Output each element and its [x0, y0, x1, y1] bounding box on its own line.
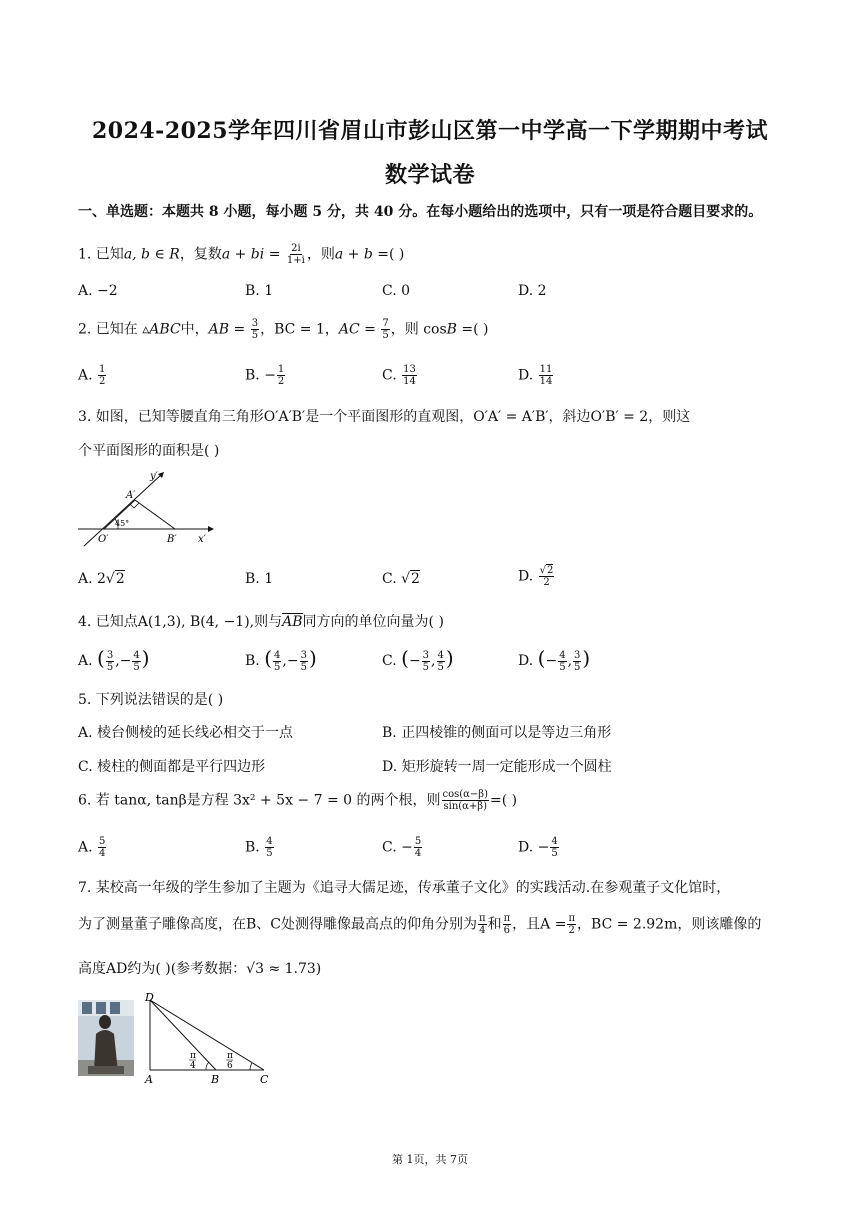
q4-option-a[interactable]: A. ( $\frac{3}{5}$ ,− $\frac{4}{5}$ ) [78, 646, 150, 673]
fig7-c-label: C [260, 1073, 269, 1086]
q6-option-b[interactable]: B. $\frac{4}{5}$ [245, 836, 273, 859]
fig7-angle-b-num: π [190, 1051, 196, 1061]
statue-photo [78, 1000, 134, 1076]
fig7-d-label: D [145, 991, 154, 1004]
q5-option-d[interactable]: D. 矩形旋转一周一定能形成一个圆柱 [382, 759, 612, 775]
q6-option-c[interactable]: C. − $\frac{5}{4}$ [382, 836, 422, 859]
q2-option-d[interactable]: D. $\frac{11}{14}$ [518, 364, 553, 387]
q4-option-d[interactable]: D. (− $\frac{4}{5}$ , $\frac{3}{5}$ ) [518, 646, 591, 673]
q2-option-b[interactable]: B. − $\frac{1}{2}$ [245, 364, 285, 387]
fig3-o-label: O′ [98, 534, 109, 545]
fig3-x-label: x′ [198, 534, 206, 545]
fig7-angle-c-den: 6 [227, 1061, 233, 1071]
fig7-angle-c-num: π [227, 1051, 233, 1061]
q6-option-d[interactable]: D. − $\frac{4}{5}$ [518, 836, 558, 859]
q4-option-c[interactable]: C. (− $\frac{3}{5}$ , $\frac{4}{5}$ ) [382, 646, 454, 673]
q1-option-b[interactable]: B. 1 [245, 283, 274, 299]
q5-option-b[interactable]: B. 正四棱锥的侧面可以是等边三角形 [382, 725, 612, 741]
fig7-angle-b-den: 4 [190, 1061, 196, 1071]
question-1: 1. 已知a, b ∈ R，复数a + bi = $\frac{2i}{1+i}$ ，则a + b =( ) [78, 243, 405, 266]
question-6: 6. 若 tanα, tanβ是方程 3x² + 5x − 7 = 0 的两个根，则 $\frac{\cos(\alpha-\beta)}{\sin(\alpha+\beta)}$ =( ) [78, 789, 518, 812]
question-2: 2. 已知在 ▵ABC中，AB = $\frac{3}{5}$ ，BC = 1，AC = $\frac{7}{5}$ ，则 cosB =( ) [78, 318, 489, 341]
exam-title: 2024-2025学年四川省眉山市彭山区第一中学高一下学期期中考试 [91, 118, 769, 144]
q1-option-c[interactable]: C. 0 [382, 283, 411, 299]
fig7-b-label: B [211, 1073, 220, 1086]
q3-figure [74, 466, 224, 548]
q2-option-a[interactable]: A. $\frac{1}{2}$ [78, 364, 106, 387]
q7-figure [140, 990, 280, 1086]
exam-subtitle: 数学试卷 [384, 162, 475, 188]
vector-ab: AB [282, 614, 303, 630]
q1-option-a[interactable]: A. −2 [78, 283, 118, 299]
q3-option-a[interactable]: A. 2√2 [78, 571, 125, 587]
question-3-line1: 3. 如图，已知等腰直角三角形O′A′B′是一个平面图形的直观图，O′A′ = A′B′，斜边O′B′ = 2，则这 [78, 409, 691, 425]
q1-option-d[interactable]: D. 2 [518, 283, 547, 299]
q4-option-b[interactable]: B. ( $\frac{4}{5}$ ,− $\frac{3}{5}$ ) [245, 646, 317, 673]
page-footer: 第 1页，共 7页 [392, 1153, 468, 1166]
q5-option-c[interactable]: C. 棱柱的侧面都是平行四边形 [78, 759, 266, 775]
question-4: 4. 已知点A(1,3), B(4, −1),则与AB同方向的单位向量为( ) [78, 614, 444, 630]
question-3-line2: 个平面图形的面积是( ) [78, 443, 220, 459]
fig7-a-label: A [145, 1073, 153, 1086]
q3-option-c[interactable]: C. √2 [382, 571, 420, 587]
q6-option-a[interactable]: A. $\frac{5}{4}$ [78, 836, 106, 859]
fig3-angle-label: 45° [115, 519, 130, 528]
question-7-line2: 为了测量董子雕像高度，在B、C处测得雕像最高点的仰角分别为 $\frac{\pi}{4}$ 和 $\frac{\pi}{6}$ ，且A = $\frac{\pi}{2}$ ，BC = 2.92m，则该雕像的 [78, 913, 762, 936]
q3-option-b[interactable]: B. 1 [245, 571, 274, 587]
question-5: 5. 下列说法错误的是( ) [78, 692, 224, 708]
q2-option-c[interactable]: C. $\frac{13}{14}$ [382, 364, 416, 387]
section-heading: 一、单选题：本题共 8 小题，每小题 5 分，共 40 分。在每小题给出的选项中，只有一项是符合题目要求的。 [78, 204, 763, 220]
q3-option-d[interactable]: D. $\frac{√2}{2}$ [518, 565, 554, 588]
fig3-b-label: B′ [167, 534, 177, 545]
q5-option-a[interactable]: A. 棱台侧棱的延长线必相交于一点 [78, 725, 294, 741]
fig3-a-label: A′ [126, 490, 136, 501]
fig3-y-label: y′ [150, 471, 158, 482]
question-7-line1: 7. 某校高一年级的学生参加了主题为《追寻大儒足迹，传承董子文化》的实践活动.在参观董子文化馆时， [78, 880, 731, 896]
question-7-line3: 高度AD约为( )(参考数据：√3 ≈ 1.73) [78, 961, 322, 977]
